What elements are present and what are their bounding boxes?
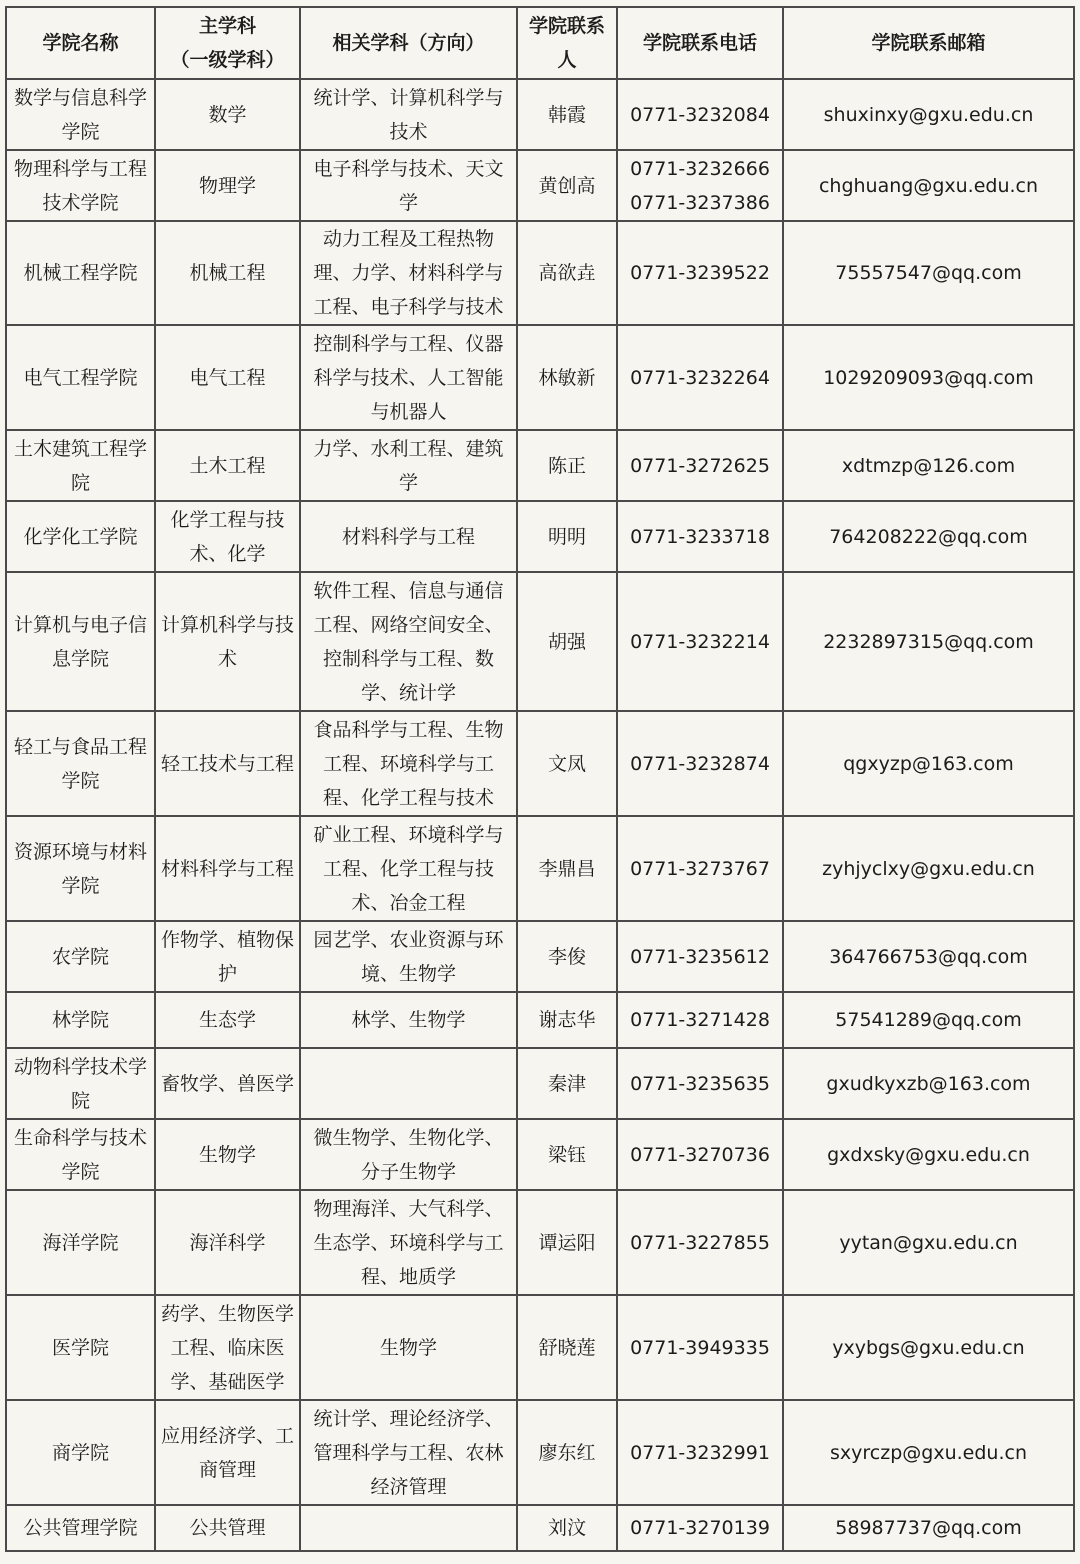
cell-main-discipline-text: 生态学	[198, 1009, 256, 1031]
cell-contact-phone-text: 0771-3232874	[630, 752, 770, 775]
cell-main-discipline	[155, 992, 300, 1048]
cell-contact-phone-text: 0771-3235635	[630, 1072, 770, 1095]
cell-contact-phone-text: 0771-3232084	[630, 103, 770, 126]
cell-related-disciplines	[300, 1400, 517, 1505]
cell-contact-person-text: 李鼎昌	[538, 857, 596, 880]
cell-contact-email-text: gxudkyxzb@163.com	[826, 1072, 1031, 1095]
cell-main-discipline-text: 药学、生物医学 工程、临床医 学、基础医学	[160, 1302, 294, 1393]
cell-main-discipline-text: 生物学	[198, 1143, 256, 1166]
cell-related-disciplines-text: 矿业工程、环境科学与 工程、化学工程与技 术、冶金工程	[313, 823, 504, 914]
cell-related-disciplines-text: 电子科学与技术、天文 学	[313, 157, 504, 214]
cell-contact-person	[517, 816, 617, 921]
cell-contact-person-text: 谭运阳	[538, 1231, 596, 1254]
cell-college-name-text: 物理科学与工程 技术学院	[13, 157, 147, 214]
cell-college-name-text: 海洋学院	[42, 1231, 119, 1254]
cell-related-disciplines	[300, 992, 517, 1048]
cell-main-discipline	[155, 430, 300, 501]
cell-contact-email-text: shuxinxy@gxu.edu.cn	[823, 103, 1034, 126]
cell-related-disciplines	[300, 1190, 517, 1295]
cell-contact-person	[517, 501, 617, 572]
cell-main-discipline-text: 海洋科学	[189, 1231, 266, 1254]
cell-main-discipline	[155, 150, 300, 221]
cell-contact-person	[517, 1048, 617, 1119]
cell-college-name-text: 生命科学与技术 学院	[13, 1126, 147, 1183]
cell-college-name-text: 医学院	[51, 1336, 109, 1359]
cell-main-discipline-text: 畜牧学、兽医学	[160, 1072, 294, 1095]
cell-related-disciplines	[300, 572, 517, 711]
cell-college-name-text: 资源环境与材料 学院	[13, 840, 147, 897]
table-row	[6, 1295, 1074, 1400]
cell-contact-email-text: qgxyzp@163.com	[843, 752, 1014, 775]
header-main-discipline: 主学科 （一级学科）	[155, 7, 300, 79]
cell-main-discipline	[155, 711, 300, 816]
cell-college-name-text: 机械工程学院	[23, 262, 138, 284]
cell-contact-phone	[617, 1048, 783, 1119]
cell-contact-person-text: 文凤	[547, 752, 586, 775]
cell-related-disciplines	[300, 325, 517, 430]
cell-contact-phone	[617, 711, 783, 816]
cell-college-name	[6, 501, 155, 572]
cell-contact-phone	[617, 816, 783, 921]
cell-contact-phone-text: 0771-3273767	[630, 857, 770, 880]
cell-related-disciplines-text: 园艺学、农业资源与环 境、生物学	[313, 928, 504, 985]
cell-main-discipline	[155, 79, 300, 150]
cell-main-discipline-text: 公共管理	[189, 1517, 266, 1539]
cell-related-disciplines-text: 力学、水利工程、建筑 学	[313, 437, 504, 494]
cell-college-name-text: 动物科学技术学 院	[13, 1055, 147, 1112]
cell-college-name-text: 农学院	[51, 945, 109, 968]
table-row	[6, 501, 1074, 572]
cell-main-discipline	[155, 1295, 300, 1400]
cell-related-disciplines-text: 材料科学与工程	[341, 525, 475, 548]
cell-college-name	[6, 992, 155, 1048]
cell-contact-person	[517, 1119, 617, 1190]
cell-contact-email-text: 58987737@qq.com	[835, 1517, 1022, 1539]
cell-contact-email-text: 2232897315@qq.com	[823, 630, 1034, 653]
table-row	[6, 1048, 1074, 1119]
table-header	[6, 7, 1074, 79]
cell-college-name	[6, 1295, 155, 1400]
table-row	[6, 1505, 1074, 1551]
table-row	[6, 1400, 1074, 1505]
cell-contact-phone	[617, 79, 783, 150]
cell-main-discipline-text: 土木工程	[189, 454, 266, 477]
cell-main-discipline-text: 电气工程	[189, 366, 266, 389]
table-row	[6, 1190, 1074, 1295]
cell-contact-email	[783, 1295, 1074, 1400]
header-contact-email: 学院联系邮箱	[783, 7, 1074, 79]
cell-contact-email-text: 764208222@qq.com	[829, 525, 1028, 548]
cell-contact-email	[783, 221, 1074, 325]
header-related-disciplines: 相关学科（方向）	[300, 7, 517, 79]
cell-contact-person	[517, 325, 617, 430]
cell-main-discipline	[155, 572, 300, 711]
cell-contact-phone	[617, 1119, 783, 1190]
cell-contact-phone-text: 0771-3239522	[630, 262, 770, 284]
cell-related-disciplines	[300, 221, 517, 325]
cell-contact-person	[517, 1400, 617, 1505]
cell-contact-email	[783, 921, 1074, 992]
cell-contact-email-text: yxybgs@gxu.edu.cn	[832, 1336, 1025, 1359]
cell-contact-person-text: 陈正	[547, 454, 586, 477]
cell-college-name	[6, 816, 155, 921]
cell-contact-phone	[617, 1400, 783, 1505]
cell-contact-person	[517, 921, 617, 992]
cell-college-name-text: 商学院	[51, 1441, 109, 1464]
header-row	[6, 7, 1074, 79]
cell-main-discipline	[155, 501, 300, 572]
cell-college-name	[6, 921, 155, 992]
header-contact-person: 学院联系 人	[517, 7, 617, 79]
table-row	[6, 79, 1074, 150]
cell-contact-person	[517, 992, 617, 1048]
cell-contact-person	[517, 1190, 617, 1295]
cell-contact-person-text: 谢志华	[538, 1009, 596, 1031]
cell-contact-person	[517, 1505, 617, 1551]
cell-contact-email-text: 75557547@qq.com	[835, 262, 1022, 284]
cell-main-discipline	[155, 1400, 300, 1505]
cell-college-name-text: 土木建筑工程学 院	[13, 437, 147, 494]
table-row	[6, 1119, 1074, 1190]
cell-contact-phone	[617, 501, 783, 572]
cell-contact-email	[783, 1190, 1074, 1295]
cell-main-discipline-text: 材料科学与工程	[160, 857, 294, 880]
cell-contact-person	[517, 572, 617, 711]
header-contact-phone: 学院联系电话	[617, 7, 783, 79]
cell-college-name	[6, 430, 155, 501]
cell-contact-person-text: 明明	[547, 525, 586, 548]
cell-contact-person	[517, 711, 617, 816]
cell-main-discipline-text: 应用经济学、工 商管理	[160, 1424, 294, 1481]
cell-college-name	[6, 711, 155, 816]
cell-college-name	[6, 150, 155, 221]
cell-main-discipline	[155, 221, 300, 325]
cell-main-discipline-text: 化学工程与技 术、化学	[170, 508, 285, 565]
cell-contact-email	[783, 325, 1074, 430]
cell-college-name	[6, 572, 155, 711]
cell-contact-email-text: 1029209093@qq.com	[823, 366, 1034, 389]
cell-contact-person-text: 胡强	[547, 630, 586, 653]
cell-main-discipline-text: 计算机科学与技 术	[160, 613, 294, 670]
cell-related-disciplines	[300, 79, 517, 150]
cell-related-disciplines	[300, 1119, 517, 1190]
cell-college-name	[6, 1048, 155, 1119]
cell-contact-phone-text: 0771-3233718	[630, 525, 770, 548]
cell-related-disciplines	[300, 921, 517, 992]
table-row	[6, 150, 1074, 221]
table-row	[6, 816, 1074, 921]
cell-contact-person	[517, 430, 617, 501]
cell-related-disciplines	[300, 501, 517, 572]
cell-college-name	[6, 1505, 155, 1551]
cell-main-discipline-text: 机械工程	[189, 262, 266, 284]
cell-contact-email	[783, 430, 1074, 501]
cell-main-discipline-text: 物理学	[198, 174, 256, 197]
cell-related-disciplines-text: 统计学、理论经济学、 管理科学与工程、农林 经济管理	[313, 1407, 504, 1498]
cell-contact-email	[783, 150, 1074, 221]
cell-contact-phone	[617, 921, 783, 992]
cell-related-disciplines-text: 动力工程及工程热物 理、力学、材料科学与 工程、电子科学与技术	[313, 228, 504, 318]
cell-contact-phone	[617, 150, 783, 221]
cell-related-disciplines-text: 控制科学与工程、仪器 科学与技术、人工智能 与机器人	[313, 332, 504, 423]
cell-contact-phone-text: 0771-3235612	[630, 945, 770, 968]
table-row	[6, 221, 1074, 325]
cell-contact-email-text: yytan@gxu.edu.cn	[839, 1231, 1018, 1254]
cell-college-name	[6, 1400, 155, 1505]
cell-related-disciplines	[300, 816, 517, 921]
cell-contact-email	[783, 1119, 1074, 1190]
cell-contact-phone-text: 0771-3232991	[630, 1441, 770, 1464]
cell-contact-person-text: 林敏新	[538, 366, 596, 389]
cell-contact-email	[783, 816, 1074, 921]
cell-related-disciplines	[300, 1505, 517, 1551]
cell-contact-email	[783, 572, 1074, 711]
cell-contact-email	[783, 1048, 1074, 1119]
cell-contact-phone	[617, 1505, 783, 1551]
cell-contact-person-text: 舒晓莲	[538, 1336, 596, 1359]
cell-contact-phone	[617, 221, 783, 325]
cell-college-name-text: 数学与信息科学 学院	[13, 86, 147, 143]
cell-related-disciplines-text: 食品科学与工程、生物 工程、环境科学与工 程、化学工程与技术	[313, 718, 504, 809]
header-college-name: 学院名称	[6, 7, 155, 79]
cell-contact-phone-text: 0771-3271428	[630, 1009, 770, 1031]
cell-contact-person-text: 秦津	[547, 1072, 586, 1095]
cell-college-name	[6, 221, 155, 325]
cell-contact-phone	[617, 992, 783, 1048]
cell-related-disciplines	[300, 430, 517, 501]
cell-contact-phone	[617, 1295, 783, 1400]
cell-main-discipline-text: 作物学、植物保 护	[160, 928, 294, 985]
cell-related-disciplines	[300, 1048, 517, 1119]
cell-contact-person-text: 刘汶	[547, 1517, 586, 1539]
cell-contact-phone	[617, 430, 783, 501]
cell-college-name-text: 轻工与食品工程 学院	[13, 735, 147, 792]
cell-contact-person-text: 梁钰	[547, 1143, 586, 1166]
cell-related-disciplines-text: 林学、生物学	[351, 1009, 466, 1031]
cell-contact-phone-text: 0771-3227855	[630, 1231, 770, 1254]
cell-related-disciplines	[300, 711, 517, 816]
table-row	[6, 572, 1074, 711]
cell-contact-phone	[617, 1190, 783, 1295]
cell-contact-phone-text: 0771-3272625	[630, 454, 770, 477]
cell-college-name	[6, 1119, 155, 1190]
cell-contact-phone-text: 0771-3232264	[630, 366, 770, 389]
cell-contact-phone-text: 0771-3232666 0771-3237386	[630, 157, 770, 214]
cell-college-name	[6, 325, 155, 430]
cell-related-disciplines-text: 微生物学、生物化学、 分子生物学	[313, 1126, 504, 1183]
cell-contact-phone	[617, 572, 783, 711]
table-body	[6, 79, 1074, 1551]
cell-contact-person-text: 黄创高	[538, 174, 596, 197]
cell-contact-person-text: 廖东红	[538, 1441, 596, 1464]
cell-contact-email	[783, 501, 1074, 572]
cell-related-disciplines-text: 软件工程、信息与通信 工程、网络空间安全、 控制科学与工程、数 学、统计学	[313, 579, 504, 704]
cell-contact-phone-text: 0771-3232214	[630, 630, 770, 653]
cell-main-discipline	[155, 1048, 300, 1119]
cell-contact-email-text: xdtmzp@126.com	[841, 454, 1016, 477]
table-row	[6, 992, 1074, 1048]
cell-contact-phone-text: 0771-3270139	[630, 1517, 770, 1539]
cell-related-disciplines	[300, 1295, 517, 1400]
cell-main-discipline	[155, 325, 300, 430]
cell-college-name	[6, 1190, 155, 1295]
table-row	[6, 921, 1074, 992]
cell-contact-person	[517, 79, 617, 150]
cell-contact-person	[517, 1295, 617, 1400]
cell-contact-email	[783, 1505, 1074, 1551]
cell-contact-person-text: 李俊	[547, 945, 586, 968]
cell-contact-email-text: sxyrczp@gxu.edu.cn	[830, 1441, 1027, 1464]
cell-contact-person-text: 高欲垚	[538, 262, 596, 284]
college-contacts-table	[5, 6, 1075, 1552]
cell-main-discipline	[155, 921, 300, 992]
cell-college-name-text: 林学院	[51, 1009, 109, 1031]
cell-related-disciplines	[300, 150, 517, 221]
cell-related-disciplines-text: 统计学、计算机科学与 技术	[313, 86, 504, 143]
cell-related-disciplines-text: 生物学	[379, 1336, 437, 1359]
cell-contact-email	[783, 79, 1074, 150]
cell-main-discipline-text: 轻工技术与工程	[160, 752, 294, 775]
cell-contact-phone-text: 0771-3270736	[630, 1143, 770, 1166]
cell-contact-email-text: 364766753@qq.com	[829, 945, 1028, 968]
cell-contact-email	[783, 992, 1074, 1048]
cell-contact-person	[517, 221, 617, 325]
cell-contact-email	[783, 1400, 1074, 1505]
table-row	[6, 711, 1074, 816]
cell-college-name-text: 公共管理学院	[23, 1517, 138, 1539]
cell-college-name-text: 化学化工学院	[23, 525, 138, 548]
cell-contact-person-text: 韩霞	[547, 103, 586, 126]
cell-main-discipline-text: 数学	[208, 103, 247, 126]
cell-contact-phone-text: 0771-3949335	[630, 1336, 770, 1359]
cell-main-discipline	[155, 816, 300, 921]
table-row	[6, 325, 1074, 430]
table-row	[6, 430, 1074, 501]
cell-contact-email	[783, 711, 1074, 816]
cell-contact-email-text: chghuang@gxu.edu.cn	[818, 174, 1039, 197]
cell-contact-email-text: zyhjyclxy@gxu.edu.cn	[822, 857, 1035, 880]
cell-main-discipline	[155, 1505, 300, 1551]
cell-contact-phone	[617, 325, 783, 430]
cell-contact-email-text: gxdxsky@gxu.edu.cn	[827, 1143, 1030, 1166]
cell-college-name	[6, 79, 155, 150]
cell-main-discipline	[155, 1119, 300, 1190]
cell-main-discipline	[155, 1190, 300, 1295]
cell-related-disciplines-text: 物理海洋、大气科学、 生态学、环境科学与工 程、地质学	[313, 1197, 504, 1288]
cell-contact-person	[517, 150, 617, 221]
cell-college-name-text: 电气工程学院	[23, 366, 138, 389]
cell-contact-email-text: 57541289@qq.com	[835, 1009, 1022, 1031]
cell-college-name-text: 计算机与电子信 息学院	[13, 613, 147, 670]
